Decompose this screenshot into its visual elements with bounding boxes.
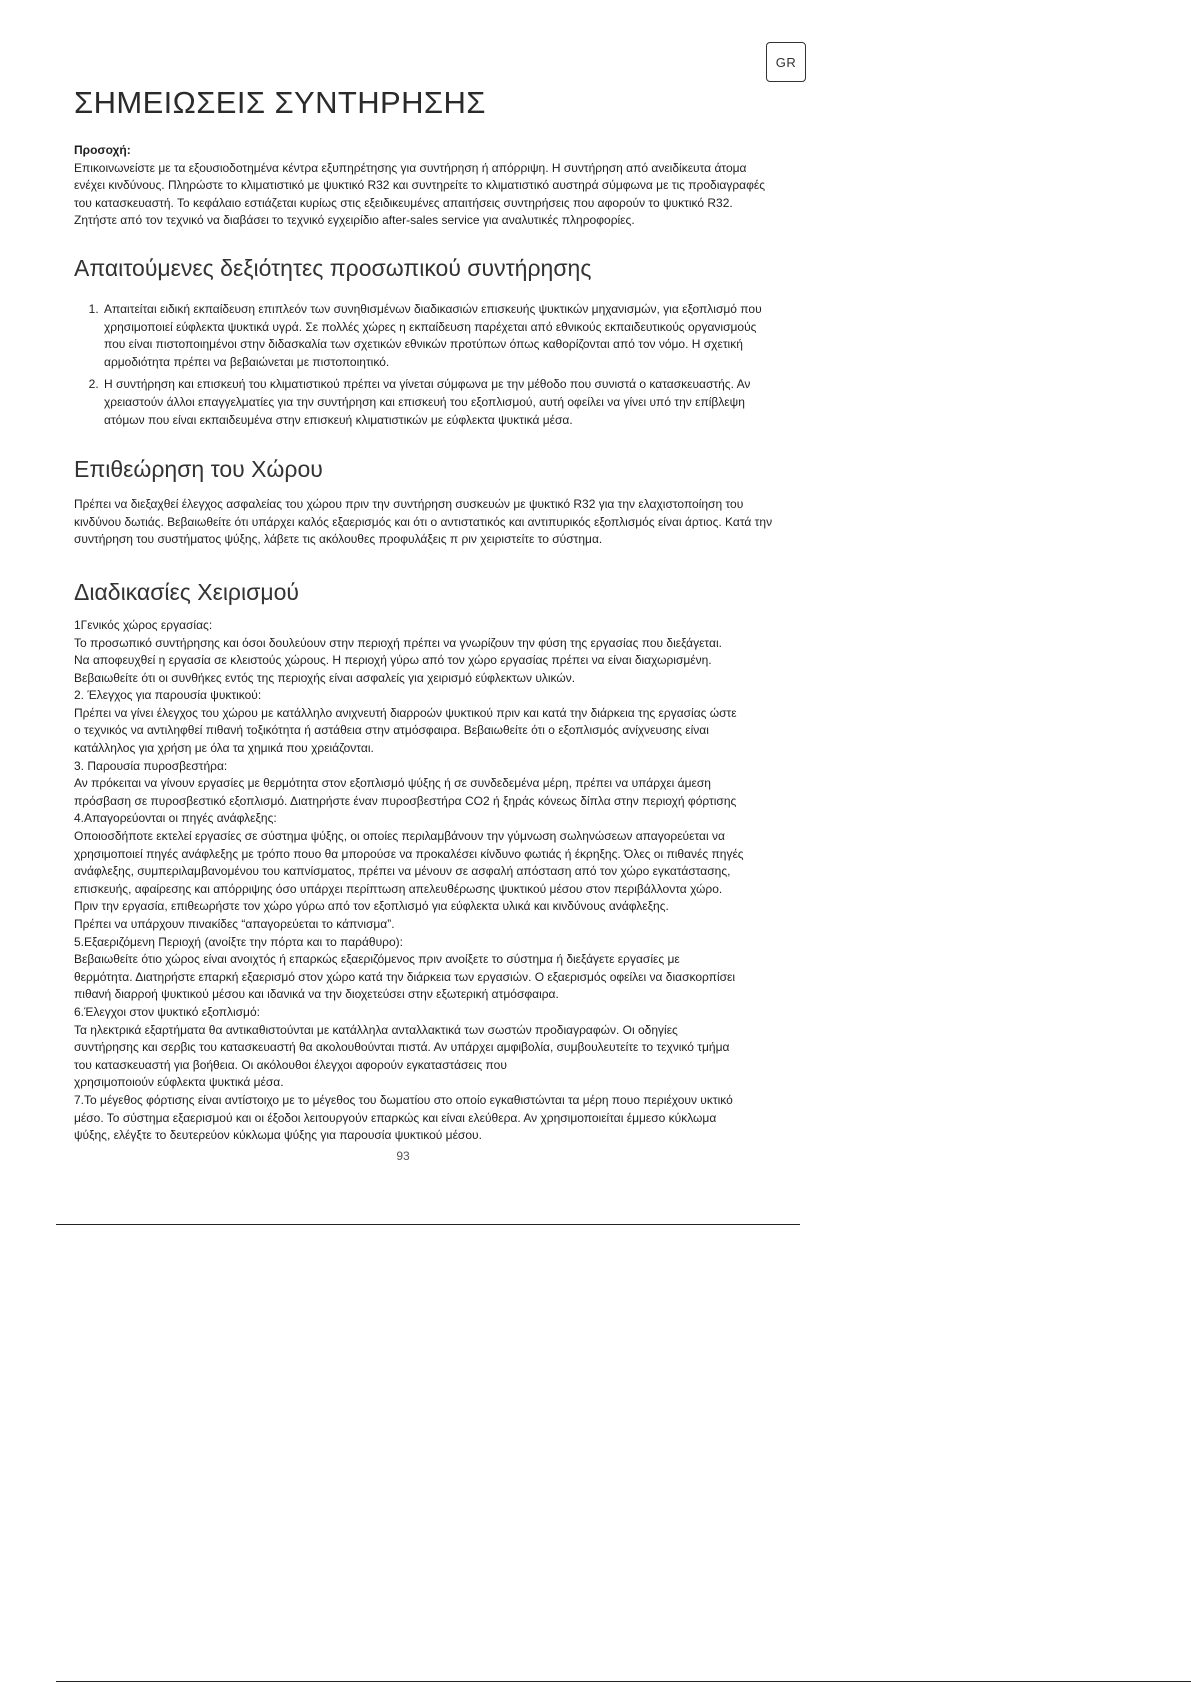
staff-requirements-list [74, 301, 774, 429]
procedure-line: Να αποφευχθεί η εργασία σε κλειστούς χώρους. Η περιοχή γύρω από τον χώρο εργασίας πρέπει να είναι διαχωρισμένη. [74, 653, 712, 668]
section-title-handling-procedures: Διαδικασίες Χειρισμού [74, 578, 299, 605]
procedure-line: συντήρησης και σερβις του κατασκευαστή θα ακολουθούνται πιστά. Αν υπάρχει αμφιβολία, συμβουλευτείτε το τεχνικό τμήμα [74, 1040, 730, 1055]
page-content [74, 84, 774, 1145]
procedure-line: Το προσωπικό συντήρησης και όσοι δουλεύουν στην περιοχή πρέπει να γνωρίζουν την φύση της εργασίας που διεξάγεται. [74, 635, 722, 650]
procedure-line: Βεβαιωθείτε ότιο χώρος είναι ανοιχτός ή επαρκώς εξαεριζόμενος πριν ανοίξετε το σύστημα ή διεξάγετε εργασίες με [74, 952, 680, 967]
procedure-line: 4.Απαγορεύονται οι πηγές ανάφλεξης: [74, 811, 277, 826]
procedure-line: ο τεχνικός να αντιληφθεί πιθανή τοξικότητα ή αστάθεια στην ατμόσφαιρα. Βεβαιωθείτε ότι ο εξοπλισμός ανίχνευσης είναι [74, 723, 709, 738]
procedure-line: ανάφλεξης, συμπεριλαμβανομένου του καπνίσματος, πρέπει να μένουν σε ασφαλή απόσταση από τον χώρο εγκατάστασης, [74, 864, 731, 879]
procedure-line: Πριν την εργασία, επιθεωρήστε τον χώρο γύρω από τον εξοπλισμό για εύφλεκτα υλικά και κινδύνους ανάφλεξης. [74, 899, 669, 914]
procedure-line: Τα ηλεκτρικά εξαρτήματα θα αντικαθιστούνται με κατάλληλα ανταλλακτικά των σωστών προδιαγραφών. Οι οδηγίες [74, 1022, 678, 1037]
procedure-line: του κατασκευαστή για βοήθεια. Οι ακόλουθοι έλεγχοι αφορούν εγκαταστάσεις που [74, 1057, 507, 1072]
section-title-staff-skills: Απαιτούμενες δεξιότητες προσωπικού συντήρησης [74, 254, 592, 281]
procedure-line: Πρέπει να υπάρχουν πινακίδες “απαγορεύεται το κάπνισμα”. [74, 917, 395, 931]
page-number: 93 [396, 1149, 410, 1163]
procedure-line: μέσο. Το σύστημα εξαερισμού και οι έξοδοι λειτουργούν επαρκώς και είναι ελεύθερα. Αν χρησιμοποιείται έμμεσο κύκλωμα [74, 1110, 717, 1125]
warning-text: Επικοινωνείστε με τα εξουσιοδοτημένα κέντρα εξυπηρέτησης για συντήρηση ή απόρριψη. Η συντήρηση από ανειδίκευτα άτομα ενέχει κινδύνους. Πληρώστε το κλιματιστικό με ψυκτικό R32 και συντηρείτε το κλιματιστικό αυστηρά σύμφωνα με τις προδιαγραφές του κατασκευαστή. Το κεφάλαιο εστιάζεται κυρίως στις εξειδικευμένες απαιτήσεις συντηρήσεις που αφορούν το ψυκτικό R32. Ζητήστε από τον τεχνικό να διαβάσει το τεχνικό εγχειρίδιο after-sales service για αναλυτικές πληροφορίες. [74, 160, 766, 228]
procedure-line: πρόσβαση σε πυροσβεστικό εξοπλισμό. Διατηρήστε έναν πυροσβεστήρα CO2 ή ξηράς κόνεως δίπλα στην περιοχή φόρτισης [74, 793, 737, 808]
procedure-line: επισκευής, αφαίρεσης και απόρριψης όσο υπάρχει περίπτωση απελευθέρωσης ψυκτικού μέσου στον περιβάλλοντα χώρο. [74, 881, 723, 896]
page-title: ΣΗΜΕΙΩΣΕΙΣ ΣΥΝΤΗΡΗΣΗΣ [74, 85, 486, 120]
procedure-line: χρησιμοποιούν εύφλεκτα ψυκτικά μέσα. [74, 1075, 284, 1090]
procedure-line: Βεβαιωθείτε ότι οι συνθήκες εντός της περιοχής είναι ασφαλείς για χειρισμό εύφλεκτων υλικών. [74, 670, 576, 685]
procedure-line: 3. Παρουσία πυροσβεστήρα: [74, 758, 228, 773]
procedure-line: Αν πρόκειται να γίνουν εργασίες με θερμότητα στον εξοπλισμό ψύξης ή σε συνδεδεμένα μέρη, πρέπει να υπάρχει άμεση [74, 776, 711, 791]
procedure-line: 6.Έλεγχοι στον ψυκτικό εξοπλισμό: [74, 1004, 260, 1019]
horizontal-divider [56, 1224, 800, 1225]
procedure-line: 2. Έλεγχος για παρουσία ψυκτικού: [74, 688, 262, 703]
procedure-line: πιθανή διαρροή ψυκτικού μέσου και ιδανικά να την διοχετεύσει στην εξωτερική ατμόσφαιρα. [74, 987, 559, 1002]
procedure-line: Οποιοσδήποτε εκτελεί εργασίες σε σύστημα ψύξης, οι οποίες περιλαμβάνουν την γύμνωση σωληνώσεων απαγορεύεται να [74, 829, 725, 844]
warning-label: Προσοχή: [74, 143, 131, 157]
procedure-line: χρησιμοποιεί πηγές ανάφλεξης με τρόπο πουο θα μπορούσε να προκαλέσει κίνδυνο φωτιάς ή έκρηξης. Όλες οι πιθανές πηγές [74, 846, 744, 861]
procedure-line: 1Γενικός χώρος εργασίας: [74, 617, 213, 632]
procedure-line: κατάλληλος για χρήση με όλα τα χημικά που χρειάζονται. [74, 741, 374, 756]
procedure-line: θερμότητα. Διατηρήστε επαρκή εξαερισμό στον χώρο κατά την διάρκεια των εργασιών. Ο εξαερισμός οφείλει να διασκορπίσει [74, 969, 736, 984]
procedure-line: Πρέπει να γίνει έλεγχος του χώρου με κατάλληλο ανιχνευτή διαρροών ψυκτικού πριν και κατά την διάρκεια της εργασίας ώστε [74, 705, 737, 720]
list-item: 1. Απαιτείται ειδική εκπαίδευση επιπλεόν των συνηθισμένων διαδικασιών επισκευής ψυκτικών μηχανισμών, για εξοπλισμό που χρησιμοποιεί εύφλεκτα ψυκτικά υγρά. Σε πολλές χώρες η εκπαίδευση παρέχεται από εθνικούς εκπαιδευτικούς οργανισμούς που είναι πιστοποιημένοι στην διδασκαλία των σχετικών εθνικών προτύπων όπως καθορίζονται από τον νόμο. Η σχετική αρμοδιότητα πρέπει να βεβαιώνεται με πιστοποιητικό. [102, 301, 774, 371]
bottom-divider [56, 1681, 1191, 1682]
procedure-line: ψύξης, ελέγξτε το δευτερεύον κύκλωμα ψύξης για παρουσία ψυκτικού μέσου. [74, 1128, 482, 1143]
procedures-text-block [74, 617, 774, 1145]
list-item: 2. Η συντήρηση και επισκευή του κλιματιστικού πρέπει να γίνεται σύμφωνα με την μέθοδο που συνιστά ο κατασκευαστής. Αν χρειαστούν άλλοι επαγγελματίες για την συντήρηση και επισκευή του εξοπλισμού, αυτή οφείλει να γίνει υπό την επίβλεψη ατόμων που είναι εκπαιδευμένα στην επισκευή κλιματιστικών με εύφλεκτα ψυκτικά μέσα. [102, 376, 774, 429]
site-inspection-text: Πρέπει να διεξαχθεί έλεγχος ασφαλείας του χώρου πριν την συντήρηση συσκευών με ψυκτικό R32 για την ελαχιστοποίηση του κινδύνου δωτιάς. Βεβαιωθείτε ότι υπάρχει καλός εξαερισμός και ότι ο αντιστατικός και αντιπυρικός εξοπλισμός είναι άρτιος. Κατά την συντήρηση του συστήματος ψύξης, λάβετε τις ακόλουθες προφυλάξεις π ριν χειριστείτε το σύστημα. [74, 497, 773, 547]
procedure-line: 5.Εξαεριζόμενη Περιοχή (ανοίξτε την πόρτα και το παράθυρο): [74, 934, 403, 949]
language-badge: GR [766, 42, 806, 82]
section-title-site-inspection: Επιθεώρηση του Χώρου [74, 456, 323, 483]
procedure-line: 7.Το μέγεθος φόρτισης είναι αντίστοιχο με το μέγεθος του δωματίου στο οποίο εγκαθιστώνται τα μέρη πουο περιέχουν υκτικό [74, 1092, 733, 1107]
